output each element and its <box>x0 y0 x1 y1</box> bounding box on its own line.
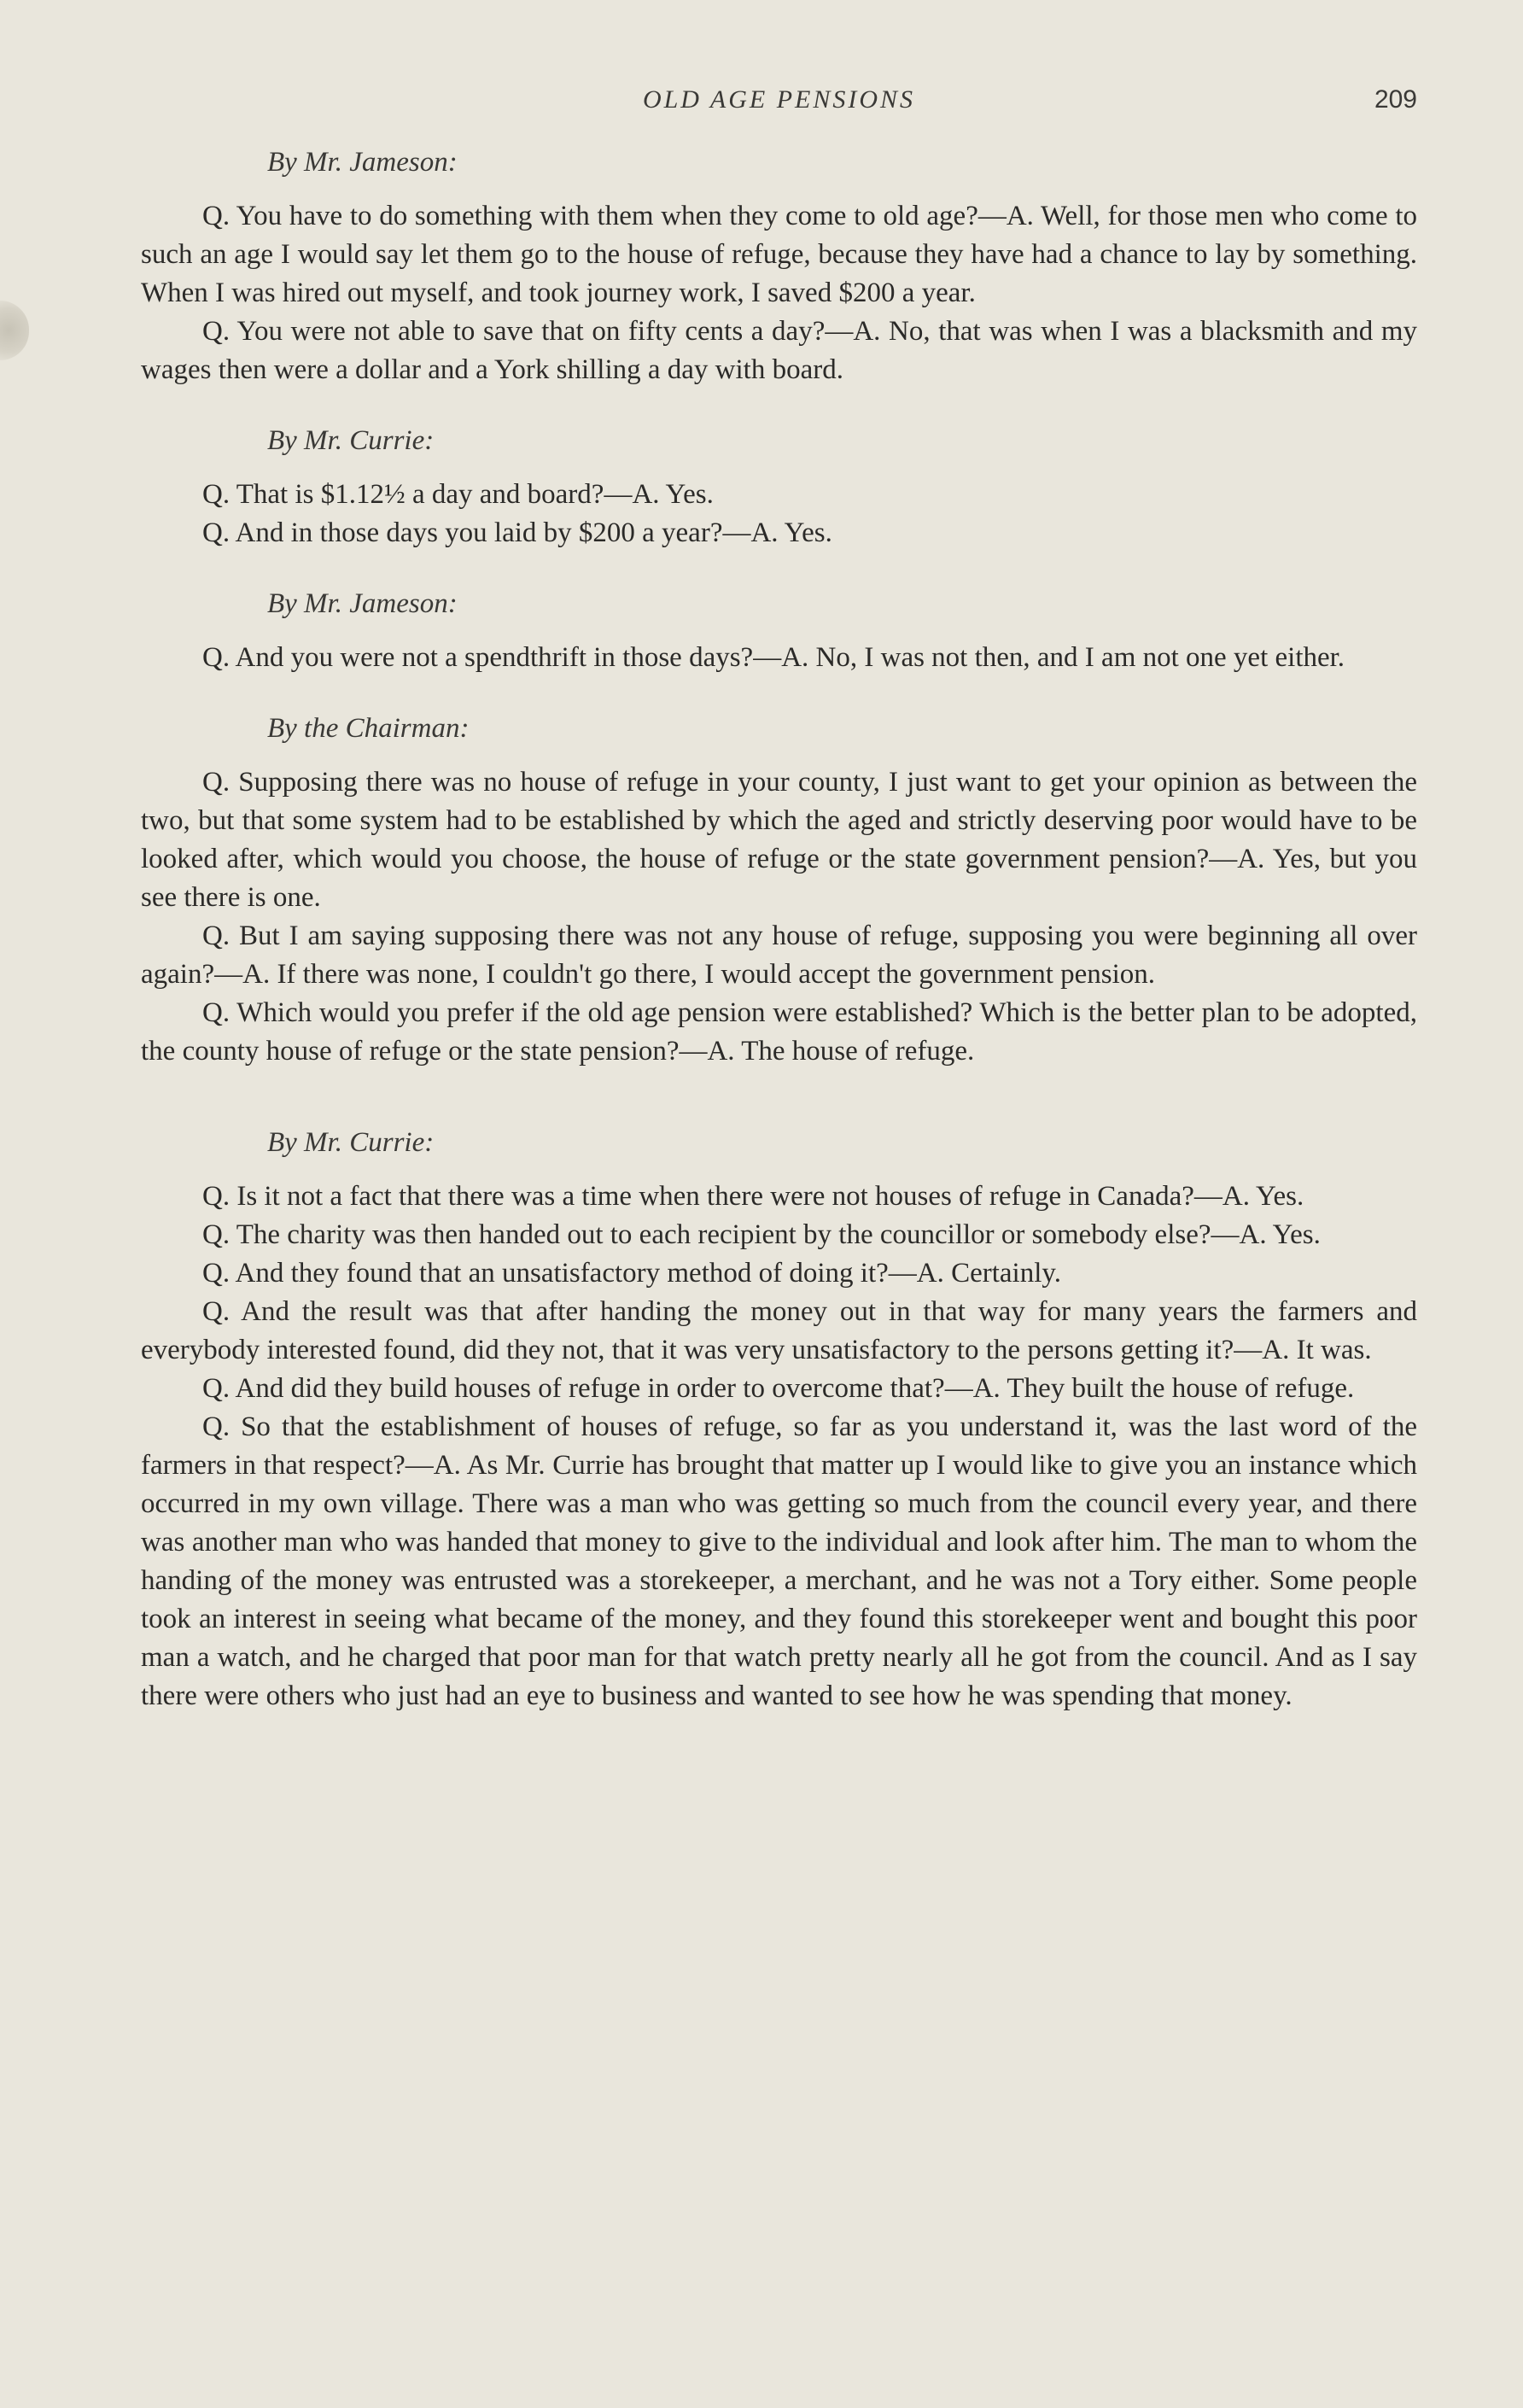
qa-paragraph: Q. And you were not a spendthrift in those days?—A. No, I was not then, and I am not one yet either. <box>202 642 1345 673</box>
page-number: 209 <box>1374 85 1417 114</box>
qa-paragraph: Q. You have to do something with them when they come to old age?—A. Well, for those men who come to such an age I would say let them go to the house of refuge, because they have had a chance to lay by something. When I was hired out myself, and took journey work, I saved $200 a year. <box>141 201 1417 308</box>
qa-paragraph: Q. That is $1.12½ a day and board?—A. Yes. <box>202 479 714 510</box>
section-chairman <box>141 710 1417 1071</box>
section-currie-1 <box>141 422 1417 552</box>
qa-paragraph: Q. And the result was that after handing the money out in that way for many years the farmers and everybody interested found, did they not, that it was very unsatisfactory to the persons getting it?—A. It was. <box>141 1296 1417 1365</box>
testimony-body <box>141 143 1417 1748</box>
qa-paragraph: Q. Which would you prefer if the old age pension were established? Which is the better plan to be adopted, the county house of refuge or the state pension?—A. The house of refuge. <box>141 997 1417 1067</box>
qa-paragraph: Q. You were not able to save that on fifty cents a day?—A. No, that was when I was a blacksmith and my wages then were a dollar and a York shilling a day with board. <box>141 316 1417 385</box>
qa-paragraph: Q. But I am saying supposing there was not any house of refuge, supposing you were beginning all over again?—A. If there was none, I couldn't go there, I would accept the government pension. <box>141 921 1417 990</box>
qa-paragraph: Q. And they found that an unsatisfactory method of doing it?—A. Certainly. <box>202 1258 1062 1289</box>
section-jameson-2 <box>141 585 1417 677</box>
section-jameson-1 <box>141 143 1417 389</box>
speaker-heading: By Mr. Currie: <box>267 1127 435 1158</box>
speaker-heading: By Mr. Jameson: <box>267 588 458 619</box>
qa-paragraph: Q. Is it not a fact that there was a time when there were not houses of refuge in Canada?—A. Yes. <box>202 1181 1304 1212</box>
section-currie-2 <box>141 1124 1417 1715</box>
running-header <box>141 85 1417 126</box>
qa-paragraph: Q. Supposing there was no house of refuge in your county, I just want to get your opinion as between the two, but that some system had to be established by which the aged and strictly deserving poor would have to be looked after, which would you choose, the house of refuge or the state government pension?—A. Yes, but you see there is one. <box>141 767 1417 913</box>
qa-paragraph: Q. The charity was then handed out to each recipient by the councillor or somebody else?—A. Yes. <box>202 1219 1321 1250</box>
running-title: OLD AGE PENSIONS <box>642 85 916 114</box>
speaker-heading: By Mr. Currie: <box>267 425 435 456</box>
paper-stain <box>0 301 29 360</box>
speaker-heading: By Mr. Jameson: <box>267 147 458 178</box>
qa-paragraph: Q. So that the establishment of houses of refuge, so far as you understand it, was the last word of the farmers in that respect?—A. As Mr. Currie has brought that matter up I would like to give you an instance which occurred in my own village. There was a man who was getting so much from the council every year, and there was another man who was handed that money to give to the individual and look after him. The man to whom the handing of the money was entrusted was a storekeeper, a merchant, and he was not a Tory either. Some people took an interest in seeing what became of the money, and they found this storekeeper went and bought this poor man a watch, and he charged that poor man for that watch pretty nearly all he got from the council. And as I say there were others who just had an eye to business and wanted to see how he was spending that money. <box>141 1411 1417 1711</box>
speaker-heading: By the Chairman: <box>267 713 470 744</box>
qa-paragraph: Q. And in those days you laid by $200 a year?—A. Yes. <box>202 517 832 548</box>
qa-paragraph: Q. And did they build houses of refuge in order to overcome that?—A. They built the house of refuge. <box>202 1373 1355 1404</box>
